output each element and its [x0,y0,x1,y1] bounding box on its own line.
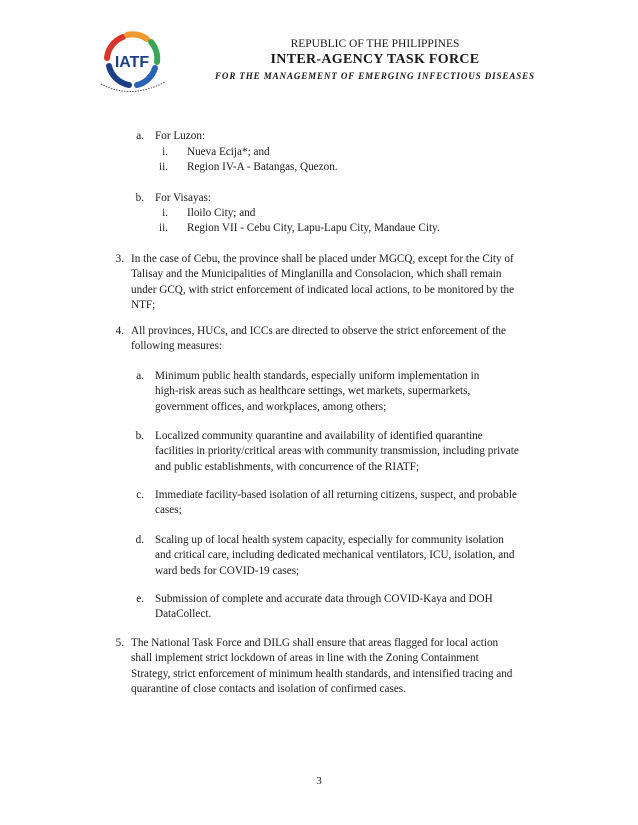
measure-marker-b: b. [135,430,144,442]
list-marker-a: a. [136,130,144,142]
list-marker-b: b. [135,192,144,204]
header-line-3: FOR THE MANAGEMENT OF EMERGING INFECTIOUS DISEASES [215,71,535,81]
item-number-3: 3. [115,253,124,265]
measure-e: Submission of complete and accurate data through COVID-Kaya and DOH DataCollect. [155,593,493,621]
item-4-paragraph: All provinces, HUCs, and ICCs are directed to observe the strict enforcement of the following measures: [131,325,506,353]
list-item: Nueva Ecija*; and [187,146,270,158]
roman-marker: ii. [158,161,168,173]
list-item: Iloilo City; and [187,207,256,219]
header-line-2: INTER-AGENCY TASK FORCE [270,52,480,67]
item-5-paragraph: The National Task Force and DILG shall ensure that areas flagged for local action shall implement strict lockdown of areas in line with the Zoning Containment Strategy, strict enforcement of minimum health standards, and intensified tracing and quarantine of close contacts and isolation of confirmed cases. [131,637,513,695]
roman-marker: i. [162,207,168,219]
item-3-paragraph: In the case of Cebu, the province shall be placed under MGCQ, except for the City of Talisay and the Municipalities of Minglanilla and Consolacion, which shall remain under GCQ, with strict enforcement of indicated local actions, to be monitored by the NTF; [131,253,515,311]
measure-c: Immediate facility-based isolation of all returning citizens, suspect, and probable cases; [155,489,517,517]
item-number-4: 4. [115,325,124,337]
measure-b: Localized community quarantine and availability of identified quarantine facilities in priority/critical areas with community transmission, including private and public establishments, with concurrence of the RIATF; [155,430,519,473]
roman-marker: ii. [158,222,168,234]
list-item: Region VII - Cebu City, Lapu-Lapu City, Mandaue City. [187,222,440,234]
measure-a: Minimum public health standards, especially uniform implementation in high-risk areas such as healthcare settings, wet markets, supermarkets, government offices, and workplaces, among others; [155,370,480,413]
measure-marker-a: a. [136,370,144,382]
iatf-logo-icon [93,28,171,96]
page-number: 3 [316,775,322,787]
measure-marker-d: d. [135,534,144,546]
luzon-title: For Luzon: [155,130,206,142]
logo-text: IATF [114,54,150,71]
measure-marker-c: c. [136,489,144,501]
measure-marker-e: e. [136,593,144,605]
iatf-logo [93,28,171,96]
measure-d: Scaling up of local health system capacity, especially for community isolation and critical care, including dedicated mechanical ventilators, ICU, isolation, and ward beds for COVID-19 cases; [155,534,515,577]
item-number-5: 5. [115,637,124,649]
roman-marker: i. [162,146,168,158]
visayas-title: For Visayas: [155,192,211,204]
list-item: Region IV-A - Batangas, Quezon. [187,161,338,173]
header-line-1: REPUBLIC OF THE PHILIPPINES [290,38,460,50]
